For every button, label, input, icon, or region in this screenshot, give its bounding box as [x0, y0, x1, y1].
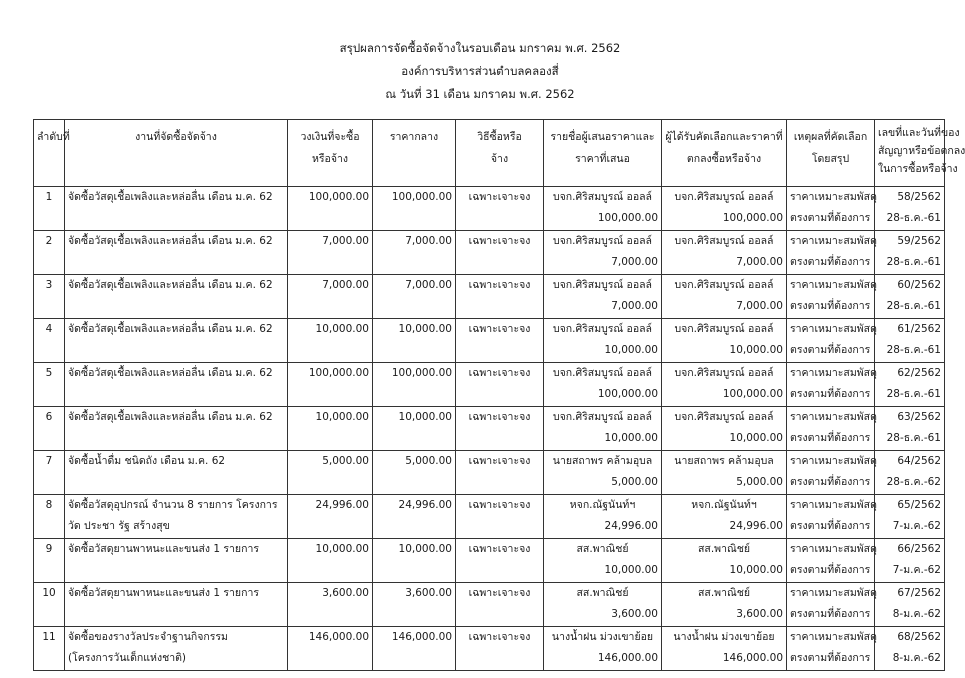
task-cell: จัดซื้อวัสดุยานพาหนะและขนส่ง 1 รายการ	[65, 539, 288, 583]
task-cell: จัดซื้อวัสดุเชื้อเพลิงและหล่อลื่น เดือน ม.ค. 62	[65, 407, 288, 451]
contract-cell: 64/2562 28-ธ.ค.-62	[875, 451, 945, 495]
header-task: งานที่จัดซื้อจัดจ้าง	[65, 120, 288, 187]
task-cell: จัดซื้อวัสดุอุปกรณ์ จำนวน 8 รายการ โครงการ วัด ประชา รัฐ สร้างสุข	[65, 495, 288, 539]
median-price-cell: 3,600.00	[373, 583, 456, 627]
row-number: 3	[34, 275, 65, 319]
reason-cell: ราคาเหมาะสมพัสดุ ตรงตามที่ต้องการ	[787, 275, 875, 319]
method-cell: เฉพาะเจาะจง	[456, 451, 544, 495]
budget-cell: 10,000.00	[288, 539, 373, 583]
method-cell: เฉพาะเจาะจง	[456, 187, 544, 231]
method-cell: เฉพาะเจาะจง	[456, 363, 544, 407]
row-number: 4	[34, 319, 65, 363]
task-cell: จัดซื้อวัสดุเชื้อเพลิงและหล่อลื่น เดือน ม.ค. 62	[65, 319, 288, 363]
winner-cell: สส.พาณิชย์ 3,600.00	[662, 583, 787, 627]
reason-cell: ราคาเหมาะสมพัสดุ ตรงตามที่ต้องการ	[787, 539, 875, 583]
contract-cell: 63/2562 28-ธ.ค.-61	[875, 407, 945, 451]
method-cell: เฉพาะเจาะจง	[456, 583, 544, 627]
table-row	[34, 319, 945, 363]
budget-cell: 3,600.00	[288, 583, 373, 627]
winner-cell: หจก.ณัฐนันท์ฯ 24,996.00	[662, 495, 787, 539]
median-price-cell: 100,000.00	[373, 363, 456, 407]
contract-cell: 66/2562 7-ม.ค.-62	[875, 539, 945, 583]
bidder-cell: นางน้ำฝน ม่วงเขาย้อย 146,000.00	[544, 627, 662, 671]
budget-cell: 5,000.00	[288, 451, 373, 495]
reason-cell: ราคาเหมาะสมพัสดุ ตรงตามที่ต้องการ	[787, 231, 875, 275]
table-row	[34, 451, 945, 495]
winner-cell: บจก.ศิริสมบูรณ์ ออลล์ 100,000.00	[662, 363, 787, 407]
header-bidders: รายชื่อผู้เสนอราคาและ ราคาที่เสนอ	[544, 120, 662, 187]
contract-cell: 59/2562 28-ธ.ค.-61	[875, 231, 945, 275]
bidder-cell: บจก.ศิริสมบูรณ์ ออลล์ 10,000.00	[544, 319, 662, 363]
bidder-cell: สส.พาณิชย์ 3,600.00	[544, 583, 662, 627]
table-row	[34, 583, 945, 627]
winner-cell: บจก.ศิริสมบูรณ์ ออลล์ 7,000.00	[662, 231, 787, 275]
task-cell: จัดซื้อวัสดุยานพาหนะและขนส่ง 1 รายการ	[65, 583, 288, 627]
reason-cell: ราคาเหมาะสมพัสดุ ตรงตามที่ต้องการ	[787, 451, 875, 495]
row-number: 9	[34, 539, 65, 583]
table-row	[34, 495, 945, 539]
row-number: 7	[34, 451, 65, 495]
bidder-cell: บจก.ศิริสมบูรณ์ ออลล์ 10,000.00	[544, 407, 662, 451]
reason-cell: ราคาเหมาะสมพัสดุ ตรงตามที่ต้องการ	[787, 319, 875, 363]
method-cell: เฉพาะเจาะจง	[456, 539, 544, 583]
winner-cell: บจก.ศิริสมบูรณ์ ออลล์ 10,000.00	[662, 319, 787, 363]
row-number: 8	[34, 495, 65, 539]
header-method: วิธีซื้อหรือ จ้าง	[456, 120, 544, 187]
row-number: 2	[34, 231, 65, 275]
row-number: 6	[34, 407, 65, 451]
header-winner: ผู้ได้รับคัดเลือกและราคาที่ ตกลงซื้อหรือจ้าง	[662, 120, 787, 187]
median-price-cell: 10,000.00	[373, 407, 456, 451]
table-row	[34, 275, 945, 319]
winner-cell: บจก.ศิริสมบูรณ์ ออลล์ 10,000.00	[662, 407, 787, 451]
budget-cell: 10,000.00	[288, 407, 373, 451]
table-row	[34, 539, 945, 583]
table-row	[34, 407, 945, 451]
median-price-cell: 5,000.00	[373, 451, 456, 495]
header-budget: วงเงินที่จะซื้อ หรือจ้าง	[288, 120, 373, 187]
organization-name: องค์การบริหารส่วนตำบลคลองสี่	[401, 64, 559, 78]
method-cell: เฉพาะเจาะจง	[456, 231, 544, 275]
header-reason: เหตุผลที่คัดเลือก โดยสรุป	[787, 120, 875, 187]
procurement-table	[33, 119, 965, 671]
task-cell: จัดซื้อวัสดุเชื้อเพลิงและหล่อลื่น เดือน ม.ค. 62	[65, 231, 288, 275]
report-title: สรุปผลการจัดซื้อจัดจ้างในรอบเดือน มกราคม พ.ศ. 2562	[339, 41, 621, 55]
table-row	[34, 187, 945, 231]
budget-cell: 7,000.00	[288, 231, 373, 275]
contract-cell: 68/2562 8-ม.ค.-62	[875, 627, 945, 671]
method-cell: เฉพาะเจาะจง	[456, 319, 544, 363]
method-cell: เฉพาะเจาะจง	[456, 495, 544, 539]
bidder-cell: หจก.ณัฐนันท์ฯ 24,996.00	[544, 495, 662, 539]
budget-cell: 24,996.00	[288, 495, 373, 539]
budget-cell: 146,000.00	[288, 627, 373, 671]
contract-cell: 65/2562 7-ม.ค.-62	[875, 495, 945, 539]
budget-cell: 100,000.00	[288, 363, 373, 407]
bidder-cell: บจก.ศิริสมบูรณ์ ออลล์ 7,000.00	[544, 275, 662, 319]
task-cell: จัดซื้อวัสดุเชื้อเพลิงและหล่อลื่น เดือน ม.ค. 62	[65, 275, 288, 319]
header-contract: เลขที่และวันที่ของ สัญญาหรือข้อตกลง ในการซื้อหรือจ้าง	[875, 120, 945, 187]
median-price-cell: 146,000.00	[373, 627, 456, 671]
bidder-cell: บจก.ศิริสมบูรณ์ ออลล์ 100,000.00	[544, 187, 662, 231]
table-row	[34, 363, 945, 407]
task-cell: จัดซื้อวัสดุเชื้อเพลิงและหล่อลื่น เดือน ม.ค. 62	[65, 187, 288, 231]
contract-cell: 61/2562 28-ธ.ค.-61	[875, 319, 945, 363]
median-price-cell: 7,000.00	[373, 275, 456, 319]
median-price-cell: 7,000.00	[373, 231, 456, 275]
median-price-cell: 24,996.00	[373, 495, 456, 539]
winner-cell: บจก.ศิริสมบูรณ์ ออลล์ 100,000.00	[662, 187, 787, 231]
bidder-cell: นายสถาพร คล้ามอุบล 5,000.00	[544, 451, 662, 495]
winner-cell: บจก.ศิริสมบูรณ์ ออลล์ 7,000.00	[662, 275, 787, 319]
row-number: 5	[34, 363, 65, 407]
budget-cell: 100,000.00	[288, 187, 373, 231]
contract-cell: 60/2562 28-ธ.ค.-61	[875, 275, 945, 319]
task-cell: จัดซื้อของรางวัลประจำฐานกิจกรรม (โครงการวันเด็กแห่งชาติ)	[65, 627, 288, 671]
bidder-cell: บจก.ศิริสมบูรณ์ ออลล์ 7,000.00	[544, 231, 662, 275]
header-no: ลำดับที่	[34, 120, 65, 187]
winner-cell: นายสถาพร คล้ามอุบล 5,000.00	[662, 451, 787, 495]
contract-cell: 67/2562 8-ม.ค.-62	[875, 583, 945, 627]
budget-cell: 7,000.00	[288, 275, 373, 319]
report-date: ณ วันที่ 31 เดือน มกราคม พ.ศ. 2562	[385, 87, 575, 101]
method-cell: เฉพาะเจาะจง	[456, 407, 544, 451]
bidder-cell: บจก.ศิริสมบูรณ์ ออลล์ 100,000.00	[544, 363, 662, 407]
table-header-row	[34, 120, 945, 187]
header-median-price: ราคากลาง	[373, 120, 456, 187]
winner-cell: นางน้ำฝน ม่วงเขาย้อย 146,000.00	[662, 627, 787, 671]
row-number: 11	[34, 627, 65, 671]
reason-cell: ราคาเหมาะสมพัสดุ ตรงตามที่ต้องการ	[787, 187, 875, 231]
budget-cell: 10,000.00	[288, 319, 373, 363]
bidder-cell: สส.พาณิชย์ 10,000.00	[544, 539, 662, 583]
reason-cell: ราคาเหมาะสมพัสดุ ตรงตามที่ต้องการ	[787, 407, 875, 451]
reason-cell: ราคาเหมาะสมพัสดุ ตรงตามที่ต้องการ	[787, 583, 875, 627]
reason-cell: ราคาเหมาะสมพัสดุ ตรงตามที่ต้องการ	[787, 627, 875, 671]
contract-cell: 58/2562 28-ธ.ค.-61	[875, 187, 945, 231]
method-cell: เฉพาะเจาะจง	[456, 627, 544, 671]
table-row	[34, 627, 945, 671]
winner-cell: สส.พาณิชย์ 10,000.00	[662, 539, 787, 583]
row-number: 10	[34, 583, 65, 627]
reason-cell: ราคาเหมาะสมพัสดุ ตรงตามที่ต้องการ	[787, 363, 875, 407]
row-number: 1	[34, 187, 65, 231]
method-cell: เฉพาะเจาะจง	[456, 275, 544, 319]
table-row	[34, 231, 945, 275]
median-price-cell: 10,000.00	[373, 539, 456, 583]
reason-cell: ราคาเหมาะสมพัสดุ ตรงตามที่ต้องการ	[787, 495, 875, 539]
task-cell: จัดซื้อน้ำดื่ม ชนิดถัง เดือน ม.ค. 62	[65, 451, 288, 495]
contract-cell: 62/2562 28-ธ.ค.-61	[875, 363, 945, 407]
median-price-cell: 10,000.00	[373, 319, 456, 363]
median-price-cell: 100,000.00	[373, 187, 456, 231]
task-cell: จัดซื้อวัสดุเชื้อเพลิงและหล่อลื่น เดือน ม.ค. 62	[65, 363, 288, 407]
